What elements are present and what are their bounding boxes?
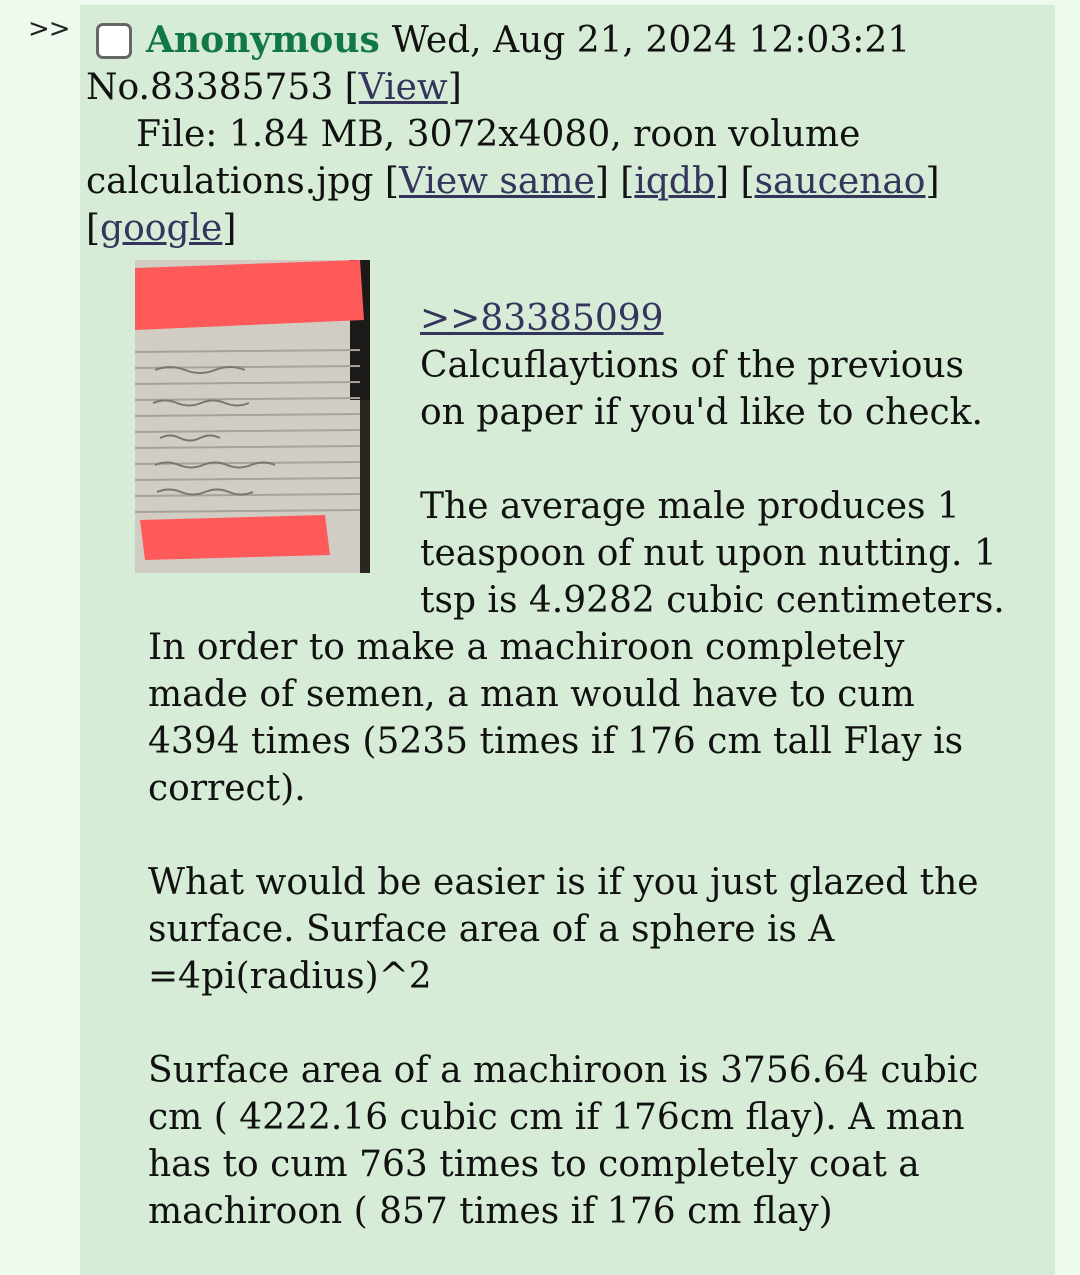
post-number[interactable]: No.83385753 bbox=[86, 67, 334, 108]
body-line: Surface area of a machiroon is 3756.64 cubic bbox=[148, 1050, 979, 1091]
body-line: 4394 times (5235 times if 176 cm tall Flay is bbox=[148, 721, 964, 762]
view-same-link[interactable]: View same bbox=[398, 161, 595, 202]
post-body-cont bbox=[148, 624, 1038, 1235]
view-link[interactable]: View bbox=[358, 67, 448, 108]
body-line: =4pi(radius)^2 bbox=[148, 956, 432, 997]
body-line: on paper if you'd like to check. bbox=[420, 392, 983, 433]
body-line: The average male produces 1 bbox=[420, 486, 960, 527]
saucenao-link[interactable]: saucenao bbox=[754, 161, 926, 202]
google-link[interactable]: google bbox=[100, 208, 223, 249]
post-number-line: No.83385753 [View] bbox=[86, 67, 462, 108]
post-header bbox=[86, 17, 1055, 64]
body-line: made of semen, a man would have to cum bbox=[148, 674, 915, 715]
body-line: correct). bbox=[148, 768, 306, 809]
body-line: In order to make a machiroon completely bbox=[148, 627, 905, 668]
attachment-thumbnail[interactable] bbox=[135, 260, 370, 573]
body-line: tsp is 4.9282 cubic centimeters. bbox=[420, 580, 1005, 621]
body-line: Calcuflaytions of the previous bbox=[420, 345, 965, 386]
body-line: has to cum 763 times to completely coat a bbox=[148, 1144, 920, 1185]
file-info-links: calculations.jpg [View same] [iqdb] [saucenao] bbox=[86, 161, 940, 202]
body-line: cm ( 4222.16 cubic cm if 176cm flay). A man bbox=[148, 1097, 965, 1138]
reply-post bbox=[80, 5, 1055, 1275]
body-line: teaspoon of nut upon nutting. 1 bbox=[420, 533, 997, 574]
body-line: What would be easier is if you just glazed the bbox=[148, 862, 979, 903]
file-info: File: 1.84 MB, 3072x4080, roon volume bbox=[136, 114, 861, 155]
body-line: surface. Surface area of a sphere is A bbox=[148, 909, 835, 950]
poster-name: Anonymous bbox=[146, 19, 380, 61]
post-select-checkbox[interactable] bbox=[96, 23, 132, 59]
post-datetime: Wed, Aug 21, 2024 12:03:21 bbox=[391, 20, 911, 61]
file-name-cont: calculations.jpg bbox=[86, 161, 374, 202]
iqdb-link[interactable]: iqdb bbox=[634, 161, 716, 202]
quote-link[interactable]: >>83385099 bbox=[420, 298, 664, 339]
post-quote-marker: >> bbox=[28, 14, 70, 44]
google-link-line: [google] bbox=[86, 208, 237, 249]
body-line: machiroon ( 857 times if 176 cm flay) bbox=[148, 1191, 833, 1232]
post-body-top bbox=[420, 295, 1040, 624]
